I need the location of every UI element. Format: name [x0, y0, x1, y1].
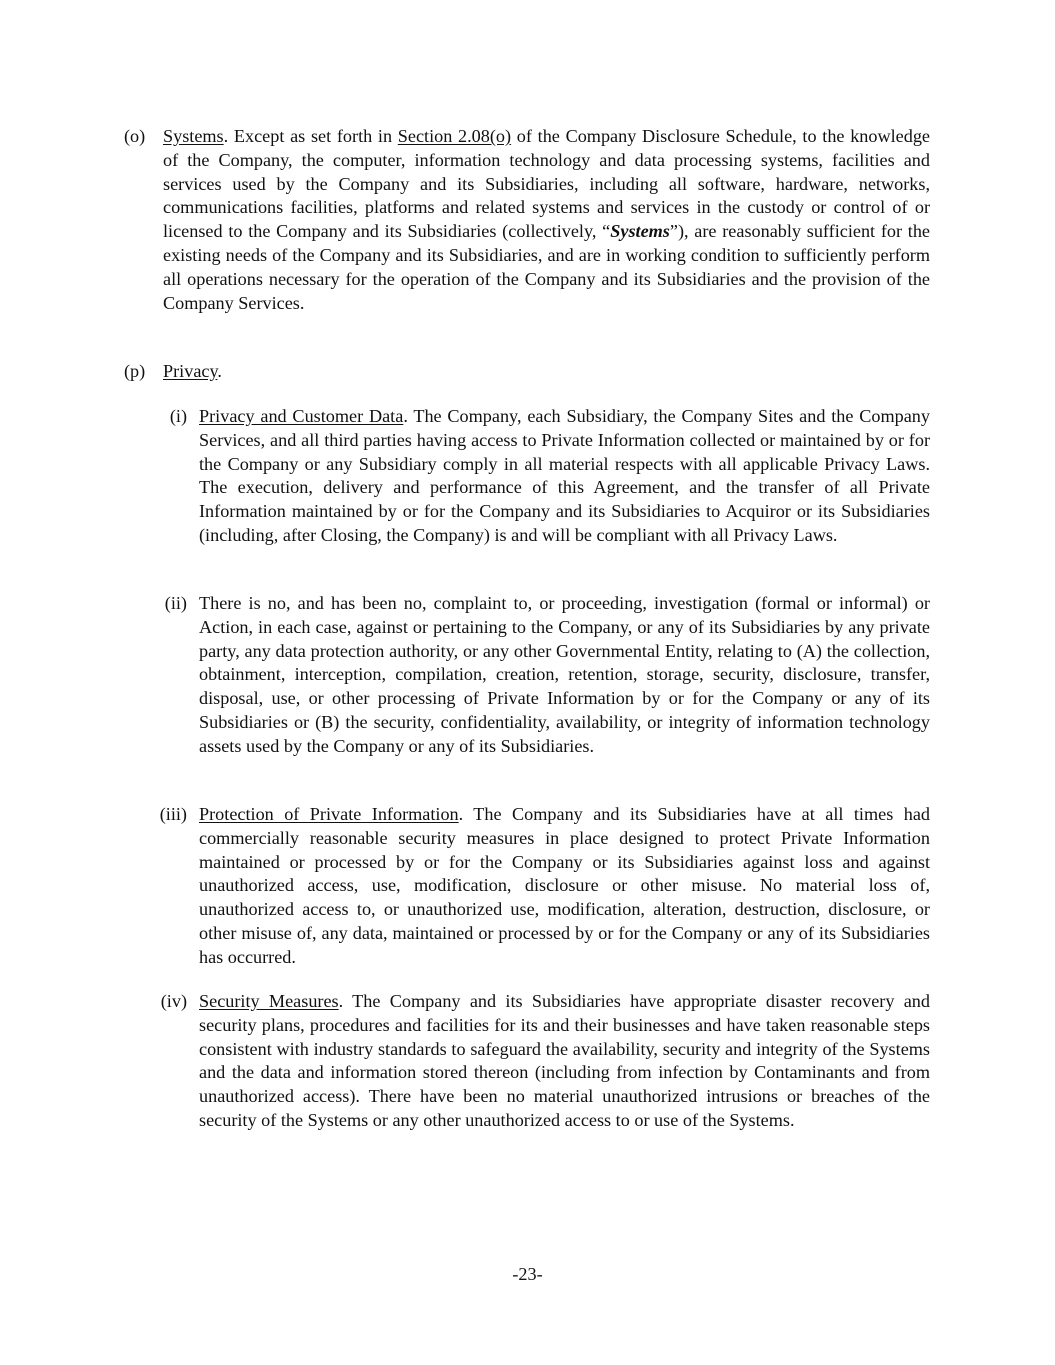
section-p-privacy: [124, 360, 930, 384]
subsection-p-i: [160, 405, 930, 548]
subsection-body: Security Measures. The Company and its Subsidiaries have appropriate disaster recovery and security plans, procedures and facilities for its and their businesses and have taken reasonable steps consistent with industry standards to safeguard the availability, security and integrity of the Systems and the data and information stored thereon (including from infection by Contaminants and from unauthorized access). There have been no material unauthorized intrusions or breaches of the security of the Systems or any other unauthorized access to or use of the Systems.: [199, 991, 930, 1130]
page-number: -23-: [512, 1264, 543, 1284]
subsection-p-iv: [160, 990, 930, 1133]
subsection-p-iii: [160, 803, 930, 970]
section-body: Privacy.: [163, 361, 222, 381]
subsection-p-ii: [160, 592, 930, 759]
section-body: Systems. Except as set forth in Section 2.08(o) of the Company Disclosure Schedule, to the knowledge of the Company, the computer, information technology and data processing systems, facilities and services used by the Company and its Subsidiaries, including all software, hardware, networks, communications facilities, platforms and related systems and services in the custody or control of or licensed to the Company and its Subsidiaries (collectively, “Systems”), are reasonably sufficient for the existing needs of the Company and its Subsidiaries, and are in working condition to sufficiently perform all operations necessary for the operation of the Company and its Subsidiaries and the provision of the Company Services.: [163, 126, 931, 313]
section-heading: Privacy: [163, 361, 218, 381]
subsection-heading: Privacy and Customer Data: [199, 406, 404, 426]
section-marker: (p): [124, 361, 146, 381]
subsection-body: Privacy and Customer Data. The Company, each Subsidiary, the Company Sites and the Company Services, and all third parties having access to Private Information collected or maintained by or for the Company or any Subsidiary comply in all material respects with all applicable Privacy Laws. The execution, delivery and performance of this Agreement, and the transfer of all Private Information maintained by or for the Company and its Subsidiaries to Acquiror or its Subsidiaries (including, after Closing, the Company) is and will be compliant with all Privacy Laws.: [199, 406, 930, 545]
subsection-marker: (iv): [160, 991, 187, 1011]
subsection-marker: (iii): [159, 804, 187, 824]
subsection-marker: (ii): [164, 593, 187, 613]
section-heading: Systems: [163, 126, 224, 146]
subsection-heading: Protection of Private Information: [199, 804, 459, 824]
subsection-marker: (i): [169, 406, 187, 426]
section-o-systems: [124, 125, 930, 315]
subsection-body: There is no, and has been no, complaint to, or proceeding, investigation (formal or informal) or Action, in each case, against or pertaining to the Company, or any of its Subsidiaries by any private party, any data protection authority, or any other Governmental Entity, relating to (A) the collection, obtainment, interception, compilation, creation, retention, storage, security, disclosure, transfer, disposal, use, or other processing of Private Information by or for the Company or any of its Subsidiaries or (B) the security, confidentiality, availability, or integrity of information technology assets used by the Company or any of its Subsidiaries.: [199, 593, 930, 756]
defined-term: Systems: [610, 221, 670, 242]
subsection-heading: Security Measures: [199, 991, 339, 1011]
section-reference: Section 2.08(o): [397, 126, 512, 146]
section-marker: (o): [124, 126, 146, 146]
subsection-body: Protection of Private Information. The Company and its Subsidiaries have at all times had commercially reasonable security measures in place designed to protect Private Information maintained or processed by or for the Company or its Subsidiaries against loss and against unauthorized access, use, modification, disclosure or other misuse. No material loss of, unauthorized access to, or unauthorized use, modification, alteration, destruction, disclosure, or other misuse of, any data, maintained or processed by or for the Company or any of its Subsidiaries has occurred.: [199, 804, 930, 967]
